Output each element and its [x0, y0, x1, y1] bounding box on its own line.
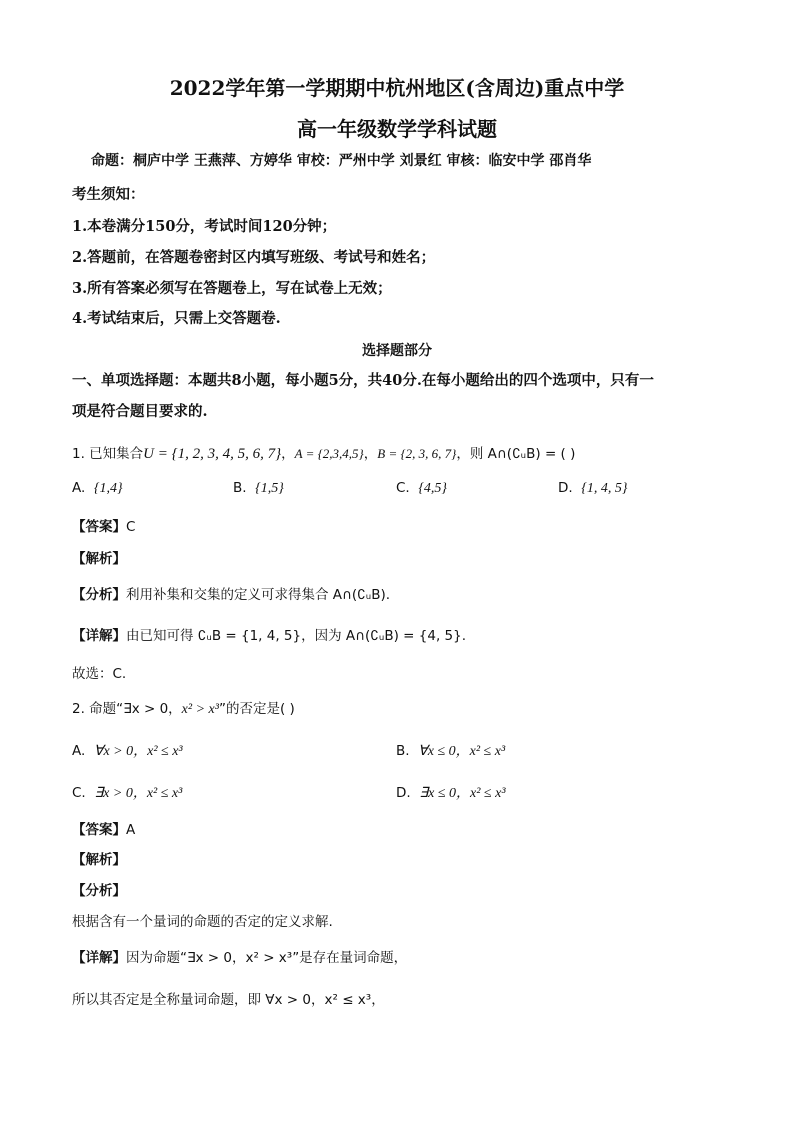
q2-detail-2: 所以其否定是全称量词命题，即 ∀x > 0，x² ≤ x³，: [72, 992, 385, 1008]
question-1-stem: [72, 442, 575, 463]
exam-title-line1: 2022学年第一学期期中杭州地区(含周边)重点中学: [169, 76, 625, 100]
q1-option-c: C. {4,5}: [396, 480, 448, 496]
q1-option-a: A. {1,4}: [72, 480, 123, 496]
q2-detail: 【详解】因为命题“∃x > 0，x² > x³”是存在量词命题，: [72, 950, 408, 966]
q1-set-U: U = {1, 2, 3, 4, 5, 6, 7}: [143, 446, 282, 462]
notice-item: 1.本卷满分150分，考试时间120分钟；: [72, 218, 337, 235]
q1-prefix: 1. 已知集合: [72, 446, 144, 462]
notice-item: 4.考试结束后，只需上交答题卷.: [72, 310, 281, 327]
section-title: 选择题部分: [362, 343, 432, 359]
q2-option-a: A. ∀x > 0，x² ≤ x³: [72, 743, 183, 759]
notice-heading: 考生须知：: [72, 186, 145, 203]
q1-option-b: B. {1,5}: [233, 480, 284, 496]
q2-analysis-tag: 【解析】: [72, 852, 126, 868]
q1-set-A: A = {2,3,4,5}: [294, 446, 364, 461]
q2-option-d: D. ∃x ≤ 0，x² ≤ x³: [396, 785, 506, 801]
exam-title-line2: 高一年级数学学科试题: [297, 117, 497, 141]
q2-option-c: C. ∃x > 0，x² ≤ x³: [72, 785, 183, 801]
q1-fenxi: 【分析】利用补集和交集的定义可求得集合 A∩(∁ᵤB).: [72, 587, 391, 603]
q1-separator: ，: [363, 446, 378, 462]
answer-value: C: [126, 519, 136, 535]
q1-option-d: D. {1, 4, 5}: [558, 480, 628, 496]
answer-tag: 【答案】: [72, 519, 126, 535]
q2-fenxi-tag: 【分析】: [72, 883, 126, 899]
q2-answer: [72, 818, 135, 838]
q2-fenxi: 根据含有一个量词的命题的否定的定义求解.: [72, 914, 333, 930]
q1-answer: [72, 515, 135, 535]
section-instruction-line2: 项是符合题目要求的.: [72, 403, 208, 420]
q1-analysis-tag: 【解析】: [72, 551, 126, 567]
notice-item: 3.所有答案必须写在答题卷上，写在试卷上无效；: [72, 280, 392, 297]
q1-separator: ，: [281, 446, 295, 462]
q2-option-b: B. ∀x ≤ 0，x² ≤ x³: [396, 743, 506, 759]
q1-set-B: B = {2, 3, 6, 7}: [377, 446, 457, 461]
notice-item: 2.答题前，在答题卷密封区内填写班级、考试号和姓名；: [72, 249, 436, 266]
section-instruction-line1: 一、单项选择题：本题共8小题，每小题5分，共40分.在每小题给出的四个选项中，只有一: [72, 372, 654, 389]
q1-detail: 【详解】由已知可得 ∁ᵤB = {1, 4, 5}，因为 A∩(∁ᵤB) = {4, 5}.: [72, 628, 466, 644]
q1-conclusion: 故选：C.: [72, 666, 127, 682]
answer-value: A: [126, 822, 136, 838]
q1-ask: ，则 A∩(∁ᵤB) = ( ): [456, 446, 576, 462]
question-2-stem: 2. 命题“∃x > 0，x² > x³”的否定是( ): [72, 701, 295, 717]
credits-line: 命题：桐庐中学 王燕萍、方婷华 审校：严州中学 刘景红 审核：临安中学 邵肖华: [91, 153, 592, 169]
answer-tag: 【答案】: [72, 822, 126, 838]
